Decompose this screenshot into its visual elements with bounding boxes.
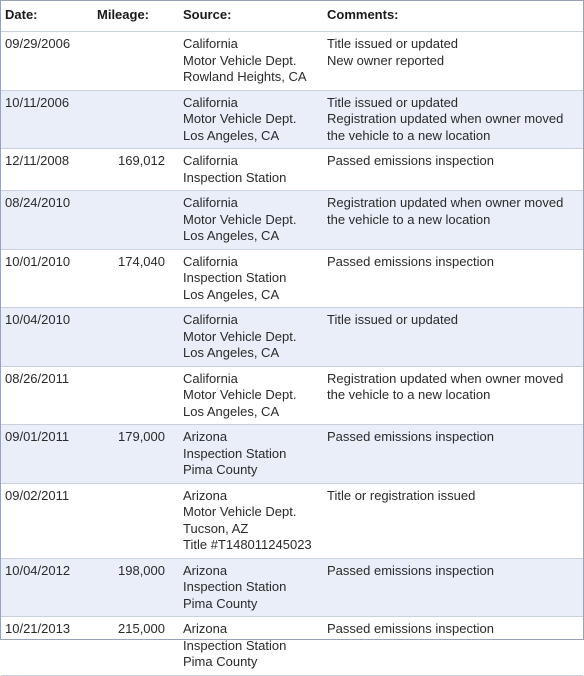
cell-source [179,617,323,676]
cell-comments [323,149,583,191]
source-line: Title #T148011245023 [183,537,312,552]
table-row [1,32,583,91]
source-line: Tucson, AZ [183,520,249,536]
comment-line: Registration updated when owner moved [327,370,564,386]
cell-mileage: 174,040 [85,249,179,308]
table-row [1,558,583,617]
cell-source [179,149,323,191]
cell-date: 10/01/2010 [1,249,85,308]
cell-source [179,308,323,367]
comment-line: Title issued or updated [327,36,459,51]
source-line: Motor Vehicle Dept. [183,52,297,68]
source-line: Arizona [183,562,228,578]
table-body [1,32,583,676]
comment-line: Title issued or updated [327,94,459,110]
header-comments: Comments: [323,1,583,32]
comment-line: New owner reported [327,52,445,68]
source-line: Los Angeles, CA [183,345,280,360]
table-row [1,149,583,191]
comment-line: Passed emissions inspection [327,621,494,636]
cell-mileage [85,483,179,558]
cell-comments [323,617,583,676]
source-line: Arizona [183,621,228,636]
source-line: Inspection Station [183,169,287,185]
comment-line: Passed emissions inspection [327,429,494,444]
cell-date: 09/01/2011 [1,425,85,484]
cell-source [179,32,323,91]
cell-date: 10/04/2012 [1,558,85,617]
table-row [1,90,583,149]
table-row [1,308,583,367]
source-line: California [183,36,238,51]
source-line: California [183,94,238,110]
table-row [1,483,583,558]
cell-mileage [85,32,179,91]
cell-date: 10/21/2013 [1,617,85,676]
table-header-row [1,1,583,32]
cell-mileage: 215,000 [85,617,179,676]
source-line: Inspection Station [183,637,287,653]
cell-mileage [85,191,179,250]
cell-comments [323,558,583,617]
cell-source [179,191,323,250]
source-line: Inspection Station [183,445,287,461]
source-line: Motor Vehicle Dept. [183,387,297,402]
source-line: Arizona [183,429,228,444]
source-line: California [183,312,238,327]
cell-date: 09/29/2006 [1,32,85,91]
header-mileage: Mileage: [85,1,179,32]
cell-mileage [85,366,179,425]
table-row [1,617,583,676]
source-line: Motor Vehicle Dept. [183,328,297,344]
cell-source [179,249,323,308]
cell-date: 10/04/2010 [1,308,85,367]
cell-comments [323,32,583,91]
source-line: Rowland Heights, CA [183,69,307,84]
cell-date: 12/11/2008 [1,149,85,191]
cell-comments [323,483,583,558]
comment-line: Title or registration issued [327,487,476,503]
source-line: California [183,195,238,210]
comment-line: Passed emissions inspection [327,253,494,269]
source-line: Pima County [183,654,258,669]
comment-line: Passed emissions inspection [327,562,494,578]
comment-line: Registration updated when owner moved [327,195,564,210]
cell-source [179,483,323,558]
cell-comments [323,366,583,425]
vehicle-history-table [1,1,583,676]
comment-line: the vehicle to a new location [327,211,491,227]
table-row [1,249,583,308]
cell-mileage: 198,000 [85,558,179,617]
source-line: Motor Vehicle Dept. [183,111,297,126]
cell-date: 10/11/2006 [1,90,85,149]
cell-source [179,366,323,425]
comment-line: Registration updated when owner moved [327,111,564,126]
source-line: Los Angeles, CA [183,228,280,243]
table-row [1,425,583,484]
cell-source [179,90,323,149]
source-line: Motor Vehicle Dept. [183,211,297,227]
source-line: Inspection Station [183,270,287,285]
comment-line: Title issued or updated [327,312,459,327]
cell-comments [323,90,583,149]
table-row [1,191,583,250]
cell-comments [323,425,583,484]
cell-mileage [85,308,179,367]
source-line: Arizona [183,487,228,503]
cell-mileage: 179,000 [85,425,179,484]
cell-comments [323,308,583,367]
cell-comments [323,249,583,308]
source-line: Motor Vehicle Dept. [183,504,297,519]
source-line: Los Angeles, CA [183,403,280,419]
cell-source [179,425,323,484]
header-date: Date: [1,1,85,32]
cell-mileage: 169,012 [85,149,179,191]
cell-date: 08/24/2010 [1,191,85,250]
cell-mileage [85,90,179,149]
cell-date: 09/02/2011 [1,483,85,558]
cell-comments [323,191,583,250]
source-line: Los Angeles, CA [183,286,280,302]
source-line: Pima County [183,595,258,611]
cell-date: 08/26/2011 [1,366,85,425]
source-line: California [183,253,238,269]
source-line: Inspection Station [183,579,287,594]
source-line: Pima County [183,462,258,477]
comment-line: the vehicle to a new location [327,387,491,402]
table-row [1,366,583,425]
header-source: Source: [179,1,323,32]
source-line: California [183,370,238,386]
cell-source [179,558,323,617]
source-line: Los Angeles, CA [183,127,280,143]
source-line: California [183,153,238,168]
comment-line: Passed emissions inspection [327,153,494,168]
comment-line: the vehicle to a new location [327,127,491,143]
